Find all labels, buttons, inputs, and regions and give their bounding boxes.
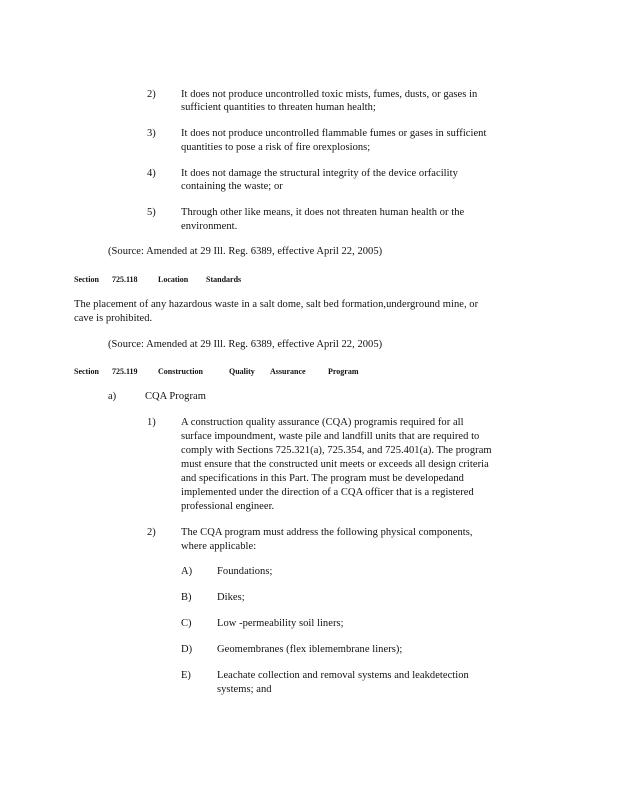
- subsection-title: CQA Program: [145, 391, 206, 402]
- section-title-word: Standards: [206, 275, 242, 284]
- section-title-word: Location: [158, 275, 189, 284]
- item-text-line: It does not produce uncontrolled toxic mists, fumes, dusts, or gases in: [181, 89, 478, 100]
- item-text-line: where applicable:: [181, 541, 257, 552]
- item-text-line: must ensure that the constructed unit meets or exceeds all design criteria: [181, 459, 489, 470]
- item-number: 5): [147, 207, 156, 218]
- section-title-word: Assurance: [270, 367, 306, 376]
- source-note: (Source: Amended at 29 Ill. Reg. 6389, effective April 22, 2005): [108, 339, 383, 350]
- section-title-word: Quality: [229, 367, 255, 376]
- subsection-number: a): [108, 391, 117, 402]
- paragraph-line: The placement of any hazardous waste in a salt dome, salt bed formation,underground mine, or: [74, 299, 479, 310]
- item-text-line: Through other like means, it does not threaten human health or the: [181, 207, 465, 218]
- section-title-word: Construction: [158, 367, 203, 376]
- item-text-line: sufficient quantities to threaten human health;: [181, 102, 376, 113]
- item-number: 4): [147, 168, 156, 179]
- item-text-line: containing the waste; or: [181, 181, 283, 192]
- item-number: 1): [147, 417, 156, 428]
- item-text-line: Geomembranes (flex iblemembrane liners);: [217, 644, 403, 655]
- item-number: 2): [147, 527, 156, 538]
- item-text-line: quantities to pose a risk of fire orexplosions;: [181, 142, 371, 153]
- item-text-line: Dikes;: [217, 592, 245, 603]
- item-text-line: implemented under the direction of a CQA officer that is a registered: [181, 487, 474, 498]
- section-number: 725.119: [112, 367, 138, 376]
- item-number: B): [181, 592, 192, 603]
- item-number: 2): [147, 89, 156, 100]
- paragraph-line: cave is prohibited.: [74, 313, 153, 324]
- item-number: A): [181, 566, 193, 577]
- source-note: (Source: Amended at 29 Ill. Reg. 6389, effective April 22, 2005): [108, 246, 383, 257]
- item-text-line: A construction quality assurance (CQA) programis required for all: [181, 417, 464, 428]
- item-text-line: Leachate collection and removal systems and leakdetection: [217, 670, 469, 681]
- item-text-line: systems; and: [217, 684, 272, 695]
- item-text-line: environment.: [181, 221, 238, 232]
- item-text-line: Low -permeability soil liners;: [217, 618, 344, 629]
- item-number: 3): [147, 128, 156, 139]
- item-number: E): [181, 670, 191, 681]
- item-text-line: The CQA program must address the following physical components,: [181, 527, 473, 538]
- item-number: D): [181, 644, 193, 655]
- item-number: C): [181, 618, 192, 629]
- section-label: Section: [74, 275, 99, 284]
- item-text-line: surface impoundment, waste pile and landfill units that are required to: [181, 431, 480, 442]
- item-text-line: It does not damage the structural integrity of the device orfacility: [181, 168, 458, 179]
- item-text-line: Foundations;: [217, 566, 273, 577]
- section-title-word: Program: [328, 367, 359, 376]
- item-text-line: professional engineer.: [181, 501, 275, 512]
- item-text-line: comply with Sections 725.321(a), 725.354, and 725.401(a). The program: [181, 445, 492, 456]
- section-number: 725.118: [112, 275, 138, 284]
- item-text-line: It does not produce uncontrolled flammable fumes or gases in sufficient: [181, 128, 487, 139]
- item-text-line: and specifications in this Part. The program must be developedand: [181, 473, 464, 484]
- section-label: Section: [74, 367, 99, 376]
